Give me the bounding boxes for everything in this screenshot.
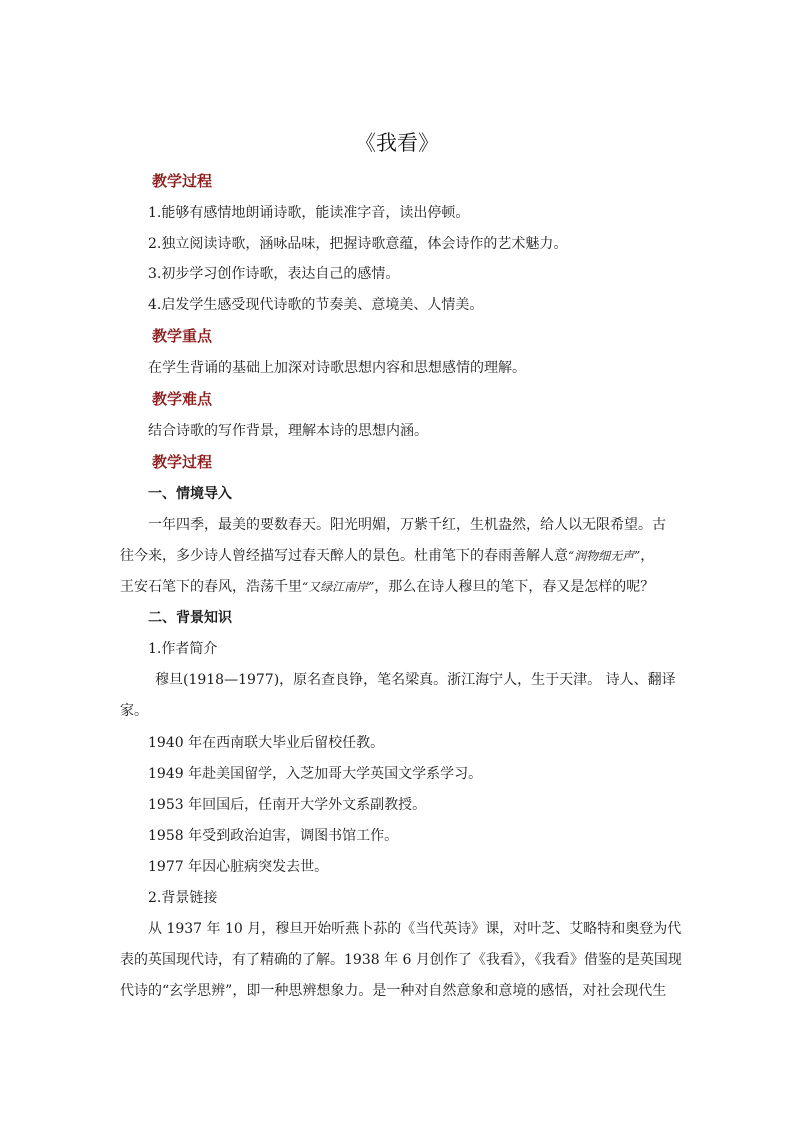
timeline-item: 1953 年回国后，任南开大学外文系副教授。 (148, 797, 427, 813)
intro-line-2-text: 往今来，多少诗人曾经描写过春天醉人的景色。杜甫笔下的春雨善解人意 (120, 548, 568, 564)
intro-line-3-text: 王安石笔下的春风，浩荡千里 (120, 579, 302, 595)
heading-teaching-process: 教学过程 (152, 172, 213, 190)
heading-teaching-process-2: 教学过程 (152, 453, 213, 471)
background-line-2: 表的英国现代诗，有了精确的了解。1938 年 6 月创作了《我看》，《我看》借鉴的是英国现 (120, 952, 682, 968)
background-heading: 2.背景链接 (148, 890, 218, 906)
objective-1: 1.能够有感情地朗诵诗歌，能读准字音，读出停顿。 (148, 205, 470, 221)
background-line-3: 代诗的“玄学思辨”，即一种思辨想象力。是一种对自然意象和意境的感悟，对社会现代生 (120, 983, 667, 999)
objective-2: 2.独立阅读诗歌，涵咏品味，把握诗歌意蕴，体会诗作的艺术魅力。 (148, 236, 568, 252)
author-heading: 1.作者简介 (148, 641, 218, 657)
intro-line-3-end: ，那么在诗人穆旦的笔下，春又是怎样的呢？ (374, 579, 655, 595)
background-line-1: 从 1937 年 10 月，穆旦开始听燕卜荪的《当代英诗》课，对叶芝、艾略特和奥登为代 (148, 921, 682, 937)
author-line-1: 穆旦(1918—1977)，原名查良铮，笔名梁真。浙江海宁人，生于天津。 诗人、翻译 (155, 672, 676, 688)
section-background-title: 二、背景知识 (148, 610, 232, 626)
timeline-item: 1958 年受到政治迫害，调图书馆工作。 (148, 828, 399, 844)
intro-line-2-end: ， (640, 548, 655, 564)
intro-line-3 (120, 577, 654, 597)
key-points-text: 在学生背诵的基础上加深对诗歌思想内容和思想感情的理解。 (148, 360, 526, 376)
timeline-item: 1977 年因心脏病突发去世。 (148, 859, 329, 875)
intro-line-2 (120, 546, 654, 566)
page-title: 《我看》 (355, 131, 439, 155)
section-intro-title: 一、情境导入 (148, 486, 232, 502)
heading-key-points: 教学重点 (152, 327, 213, 345)
author-line-2: 家。 (120, 703, 148, 719)
timeline-item: 1940 年在西南联大毕业后留校任教。 (148, 735, 385, 751)
heading-difficulties: 教学难点 (152, 390, 213, 408)
timeline-item: 1949 年赴美国留学，入芝加哥大学英国文学系学习。 (148, 766, 483, 782)
difficulties-text: 结合诗歌的写作背景，理解本诗的思想内涵。 (148, 423, 428, 439)
objective-3: 3.初步学习创作诗歌，表达自己的感情。 (148, 266, 400, 282)
intro-quote-2: “又绿江南岸” (302, 580, 375, 594)
intro-line-1: 一年四季，最美的要数春天。阳光明媚，万紫千红，生机盎然，给人以无限希望。古 (148, 517, 666, 533)
intro-quote-1: “润物细无声” (568, 549, 641, 563)
objective-4: 4.启发学生感受现代诗歌的节奏美、意境美、人情美。 (148, 297, 484, 313)
